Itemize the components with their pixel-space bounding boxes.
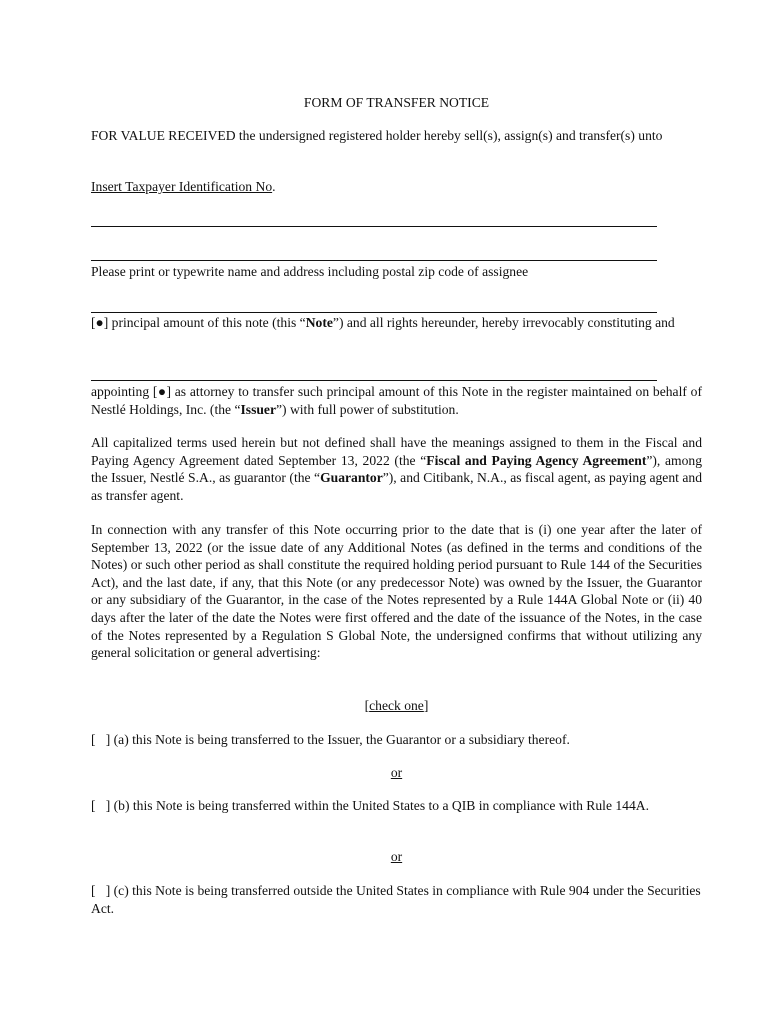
option-b-text: (b) this Note is being transferred within the United States to a QIB in compliance with Rule 144A. [113, 798, 649, 813]
option-a [91, 731, 702, 749]
capitalized-terms-paragraph [91, 434, 702, 504]
guarantor-term: Guarantor [320, 470, 383, 486]
option-b-checkbox[interactable]: [ ] [91, 798, 111, 813]
capitalized-p1: All capitalized terms used herein but not defined shall have the meanings assigned to them in the Fiscal and Paying Agency Agreement dated September 13, 2022 (the “ [91, 435, 702, 468]
fiscal-agreement-term: Fiscal and Paying Agency Agreement [426, 452, 647, 468]
principal-paragraph [91, 314, 702, 332]
or-separator-1: or [390, 765, 403, 780]
option-c-checkbox[interactable]: [ ] [91, 883, 111, 898]
print-instruction: Please print or typewrite name and address including postal zip code of assignee [91, 264, 529, 279]
taxpayer-id-line [91, 178, 702, 196]
appointing-post: ”) with full power of substitution. [276, 401, 459, 417]
document-title: FORM OF TRANSFER NOTICE [303, 95, 490, 110]
option-a-checkbox[interactable]: [ ] [91, 732, 111, 747]
check-one-close: ] [423, 698, 429, 713]
appointing-pre: appointing [●] as attorney to transfer such principal amount of this Note in the register maintained on behalf of Nestlé Holdings, Inc. (the “ [91, 384, 702, 417]
taxpayer-id-label: Insert Taxpayer Identification No [91, 179, 273, 194]
option-a-text: (a) this Note is being transferred to the Issuer, the Guarantor or a subsidiary thereof. [113, 732, 570, 747]
issuer-term: Issuer [240, 401, 276, 417]
appointing-paragraph [91, 383, 702, 418]
taxpayer-id-period: . [272, 179, 276, 194]
principal-post: ”) and all rights hereunder, hereby irrevocably constituting and [332, 315, 675, 330]
option-c [91, 882, 702, 917]
signature-line-2 [91, 260, 657, 261]
option-c-text: (c) this Note is being transferred outside the United States in compliance with Rule 904 under the Securities Act. [91, 883, 701, 916]
note-term: Note [305, 315, 333, 330]
check-one-open: [ [364, 698, 370, 713]
intro-paragraph: FOR VALUE RECEIVED the undersigned registered holder hereby sell(s), assign(s) and transfer(s) unto [91, 128, 663, 143]
connection-paragraph: In connection with any transfer of this Note occurring prior to the date that is (i) one year after the later of September 13, 2022 (or the issue date of any Additional Notes (as defined in the terms and conditions of the Notes) or such other period as shall constitute the required holding period pursuant to Rule 144 of the Securities Act), and the last date, if any, that this Note (or any predecessor Note) was owned by the Issuer, the Guarantor or any subsidiary of the Guarantor, in the case of the Notes represented by a Rule 144A Global Note or (ii) 40 days after the later of the date the Notes were first offered and the date of the issuance of the Notes, in the case of the Notes represented by a Regulation S Global Note, the undersigned confirms that without utilizing any general solicitation or general advertising: [91, 522, 702, 661]
signature-line-3 [91, 312, 657, 313]
capitalized-p3: ”), and Citibank, N.A., as fiscal agent, as paying agent and as transfer agent. [91, 470, 703, 503]
signature-line-1 [91, 226, 657, 227]
capitalized-p2: ”), among the Issuer, Nestlé S.A., as guarantor (the “ [91, 452, 702, 486]
principal-pre: [●] principal amount of this note (this “ [91, 315, 306, 330]
signature-line-4 [91, 380, 657, 381]
option-b [91, 797, 702, 815]
check-one-heading [91, 697, 702, 715]
check-one-label: check one [369, 698, 424, 713]
or-separator-2: or [390, 849, 403, 864]
